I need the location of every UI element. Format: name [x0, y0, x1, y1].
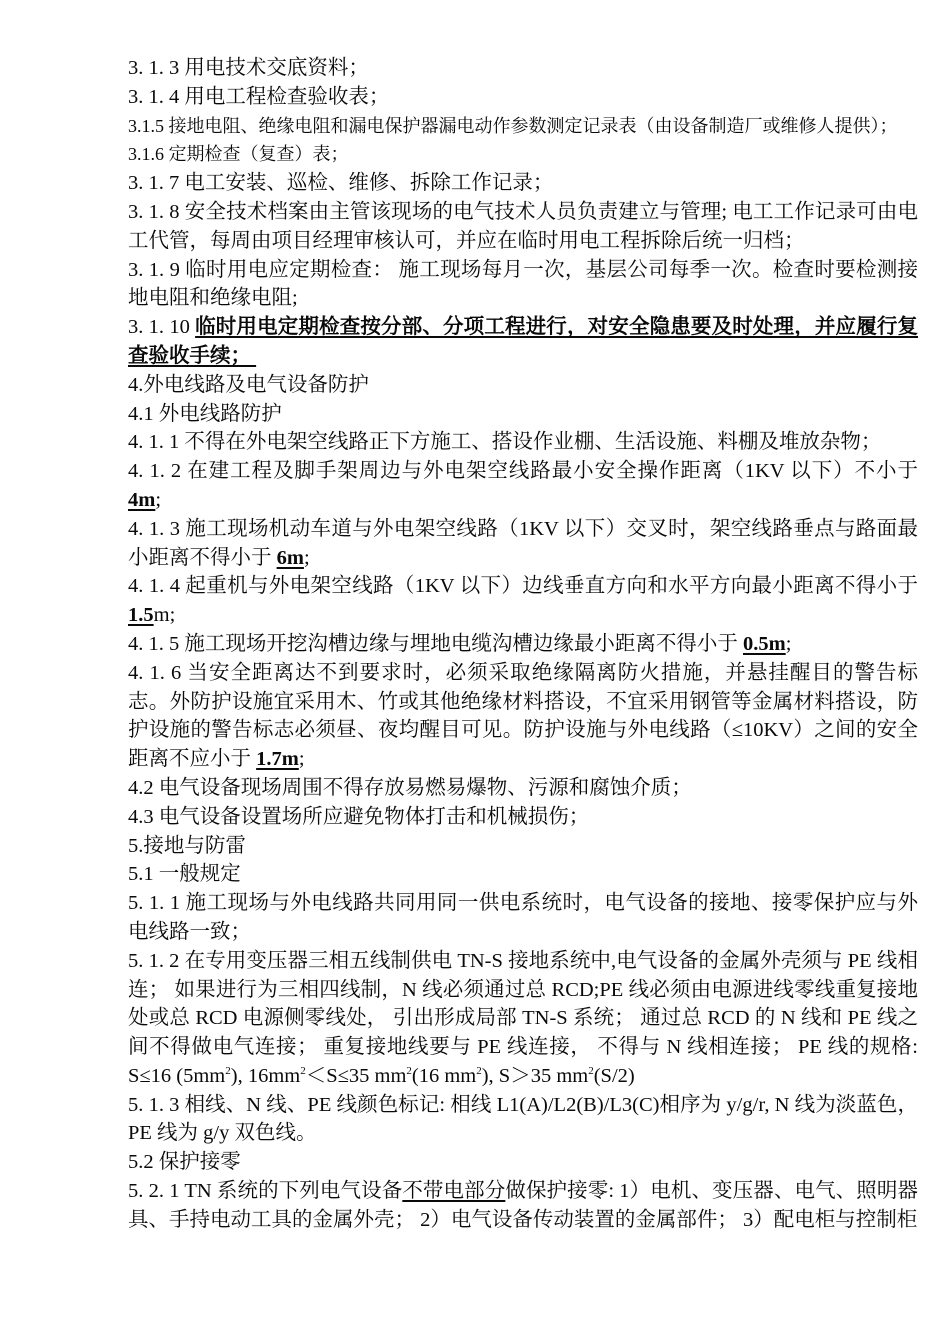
- text-run: 4. 1. 3 施工现场机动车道与外电架空线路（1KV 以下）交叉时，架空线路垂点与路面最小距离不得小于: [128, 517, 918, 569]
- text-run: m;: [153, 604, 176, 627]
- text-run: ;: [298, 748, 305, 771]
- text-run: (16 mm: [411, 1064, 477, 1087]
- para-5-2-1: [128, 1177, 918, 1235]
- text-run: 5.1 一般规定: [128, 863, 241, 886]
- text-run: 5.2 保护接零: [128, 1151, 241, 1174]
- emphasis-run: 4m: [128, 488, 156, 511]
- para-5-2: [128, 1148, 918, 1177]
- text-run: 4. 1. 1 不得在外电架空线路正下方施工、搭设作业棚、生活设施、料棚及堆放杂物；: [128, 431, 882, 454]
- text-run: 3. 1. 8 安全技术档案由主管该现场的电气技术人员负责建立与管理; 电工工作记录可由电工代管，每周由项目经理审核认可，并应在临时用电工程拆除后统一归档；: [128, 200, 918, 252]
- text-run: 3. 1. 9 临时用电应定期检查： 施工现场每月一次，基层公司每季一次。检查时要检测接地电阻和绝缘电阻;: [128, 258, 918, 310]
- text-run: 5. 1. 3 相线、N 线、PE 线颜色标记: 相线 L1(A)/L2(B)/L3(C)相序为 y/g/r, N 线为淡蓝色，PE 线为 g/y 双色线。: [128, 1093, 918, 1145]
- text-run: 3.1.6 定期检查（复查）表；: [128, 144, 349, 165]
- para-4-1-2: [128, 457, 924, 515]
- para-3-1-5: [128, 112, 918, 141]
- text-run: 3. 1. 4 用电工程检查验收表；: [128, 85, 390, 108]
- para-4-1: [128, 400, 918, 429]
- para-3-1-3: [128, 54, 918, 83]
- para-3-1-6: [128, 140, 918, 169]
- para-4-1-3: [128, 515, 918, 573]
- para-4-1-6: [128, 659, 918, 774]
- text-run: 3. 1. 7 电工安装、巡检、维修、拆除工作记录；: [128, 172, 554, 195]
- para-4-2: [128, 774, 918, 803]
- para-5-1: [128, 860, 918, 889]
- text-run: 5.接地与防雷: [128, 834, 246, 857]
- text-run: 4.2 电气设备现场周围不得存放易燃易爆物、污源和腐蚀介质；: [128, 776, 692, 799]
- superscript-run: 2: [588, 1065, 594, 1078]
- text-run: 4.1 外电线路防护: [128, 402, 282, 425]
- para-3-1-8: [128, 198, 918, 256]
- emphasis-run: 临时用电定期检查按分部、分项工程进行，对安全隐患要及时处理，并应履行复查验收手续；: [128, 316, 919, 367]
- para-3-1-10: [128, 313, 918, 371]
- superscript-run: 2: [225, 1065, 231, 1078]
- text-run: (S/2): [593, 1064, 635, 1087]
- document-body: [128, 54, 924, 1235]
- text-run: 4. 1. 2 在建工程及脚手架周边与外电架空线路最小安全操作距离（1KV 以下）不小于: [128, 460, 924, 483]
- emphasis-run: 0.5m: [743, 632, 786, 655]
- text-run: ＜S≤35 mm: [305, 1064, 407, 1087]
- text-run: 5. 2. 1 TN 系统的下列电气设备: [128, 1180, 403, 1203]
- text-run: 5. 1. 1 施工现场与外电线路共同用同一供电系统时，电气设备的接地、接零保护应与外电线路一致；: [128, 892, 918, 943]
- text-run: 4.3 电气设备设置场所应避免物体打击和机械损伤；: [128, 805, 590, 828]
- para-4-3: [128, 803, 918, 832]
- para-3-1-7: [128, 169, 918, 198]
- para-4-1-4: [128, 572, 924, 630]
- emphasis-run: 不带电部分: [402, 1180, 506, 1203]
- text-run: 做保护接零: 1）电机、变压器、电气、照明器具、手持电动工具的金属外壳； 2）电气设备传动装置的金属部件； 3）配电柜与控制柜: [128, 1180, 918, 1231]
- para-4-1-1: [128, 428, 918, 457]
- superscript-run: 2: [476, 1065, 482, 1078]
- emphasis-run: 1.7m: [256, 748, 299, 771]
- emphasis-run: 1.5: [128, 604, 154, 627]
- text-run: 4.外电线路及电气设备防护: [128, 373, 369, 396]
- text-run: 3.1.5 接地电阻、绝缘电阻和漏电保护器漏电动作参数测定记录表（由设备制造厂或维修人提供）；: [128, 115, 898, 136]
- superscript-run: 2: [300, 1065, 306, 1078]
- text-run: 4. 1. 6 当安全距离达不到要求时，必须采取绝缘隔离防火措施，并悬挂醒目的警告标志。外防护设施宜采用木、竹或其他绝缘材料搭设，不宜采用钢管等金属材料搭设，防护设施的警告标志必须昼、夜均醒目可见。防护设施与外电线路（≤10KV）之间的安全距离不应小于: [128, 661, 918, 771]
- text-run: ;: [155, 488, 162, 511]
- text-run: 3. 1. 3 用电技术交底资料；: [128, 57, 369, 79]
- text-run: 3. 1. 10: [128, 316, 196, 339]
- text-run: ;: [303, 546, 310, 569]
- text-run: 5. 1. 2 在专用变压器三相五线制供电 TN-S 接地系统中,电气设备的金属外壳须与 PE 线相连； 如果进行为三相四线制，N 线必须通过总 RCD;PE 线必须由电源进线零线重复接地处或总 RCD 电源侧零线处， 引出形成局部 TN-S 系统； 通过总 RCD 的 N 线和 PE 线之间不得做电气连接； 重复接地线要与 PE 线连接， 不得与 N 线相连接； PE 线的规格: S≤16 (5mm: [128, 949, 924, 1087]
- text-run: 4. 1. 4 起重机与外电架空线路（1KV 以下）边线垂直方向和水平方向最小距离不得小于: [128, 575, 924, 598]
- superscript-run: 2: [406, 1065, 412, 1078]
- text-run: ), 16mm: [230, 1064, 301, 1087]
- para-5: [128, 832, 918, 861]
- para-3-1-4: [128, 83, 918, 112]
- text-run: ;: [785, 632, 792, 655]
- emphasis-run: 6m: [276, 546, 304, 569]
- para-4: [128, 371, 918, 400]
- para-5-1-1: [128, 889, 918, 947]
- para-5-1-3: [128, 1091, 918, 1149]
- para-4-1-5: [128, 630, 918, 659]
- text-run: 4. 1. 5 施工现场开挖沟槽边缘与埋地电缆沟槽边缘最小距离不得小于: [128, 632, 743, 655]
- text-run: ), S＞35 mm: [481, 1064, 589, 1087]
- para-3-1-9: [128, 256, 918, 314]
- para-5-1-2: [128, 947, 924, 1091]
